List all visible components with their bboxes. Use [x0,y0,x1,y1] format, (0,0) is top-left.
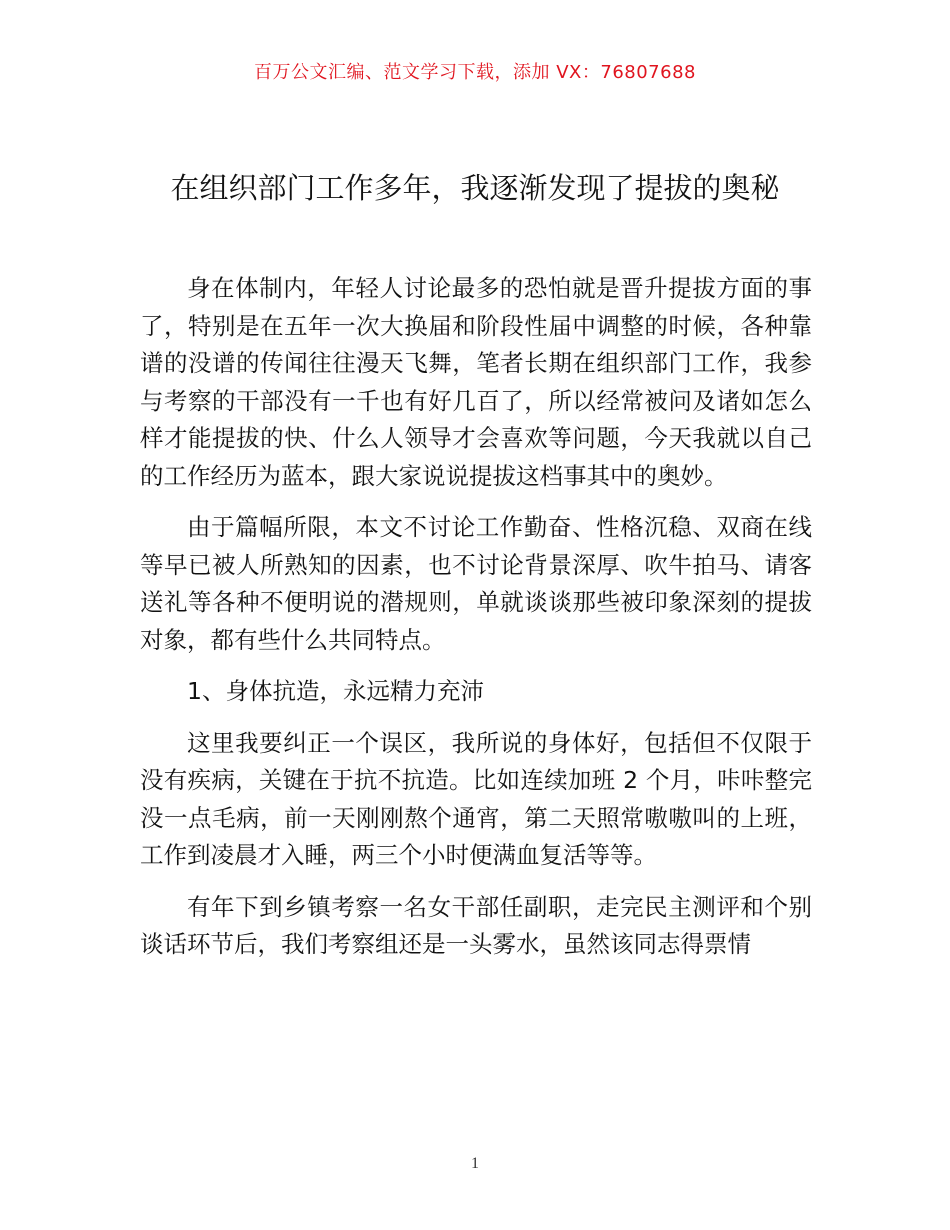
paragraph: 由于篇幅所限，本文不讨论工作勤奋、性格沉稳、双商在线等早已被人所熟知的因素，也不讨论背景深厚、吹牛拍马、请客送礼等各种不便明说的潜规则，单就谈谈那些被印象深刻的提拔对象，都有些什么共同特点。 [140,513,812,654]
header-banner: 百万公文汇编、范文学习下载，添加 VX：76807688 [254,62,696,83]
document-title: 在组织部门工作多年，我逐渐发现了提拔的奥秘 [170,171,780,205]
paragraph: 有年下到乡镇考察一名女干部任副职，走完民主测评和个别谈话环节后，我们考察组还是一头雾水，虽然该同志得票情 [140,892,812,958]
section-heading: 1、身体抗造，永远精力充沛 [187,677,484,705]
paragraph: 这里我要纠正一个误区，我所说的身体好，包括但不仅限于没有疾病，关键在于抗不抗造。比如连续加班 2 个月，咔咔整完没一点毛病，前一天刚刚熬个通宵，第二天照常嗷嗷叫的上班，工作到凌晨才入睡，两三个小时便满血复活等等。 [140,728,812,869]
document-body [140,270,812,978]
paragraph: 身在体制内，年轻人讨论最多的恐怕就是晋升提拔方面的事了，特别是在五年一次大换届和阶段性届中调整的时候，各种靠谱的没谱的传闻往往漫天飞舞，笔者长期在组织部门工作，我参与考察的干部没有一千也有好几百了，所以经常被问及诸如怎么样才能提拔的快、什么人领导才会喜欢等问题，今天我就以自己的工作经历为蓝本，跟大家说说提拔这档事其中的奥妙。 [140,274,812,490]
page-number: 1 [471,1155,479,1172]
